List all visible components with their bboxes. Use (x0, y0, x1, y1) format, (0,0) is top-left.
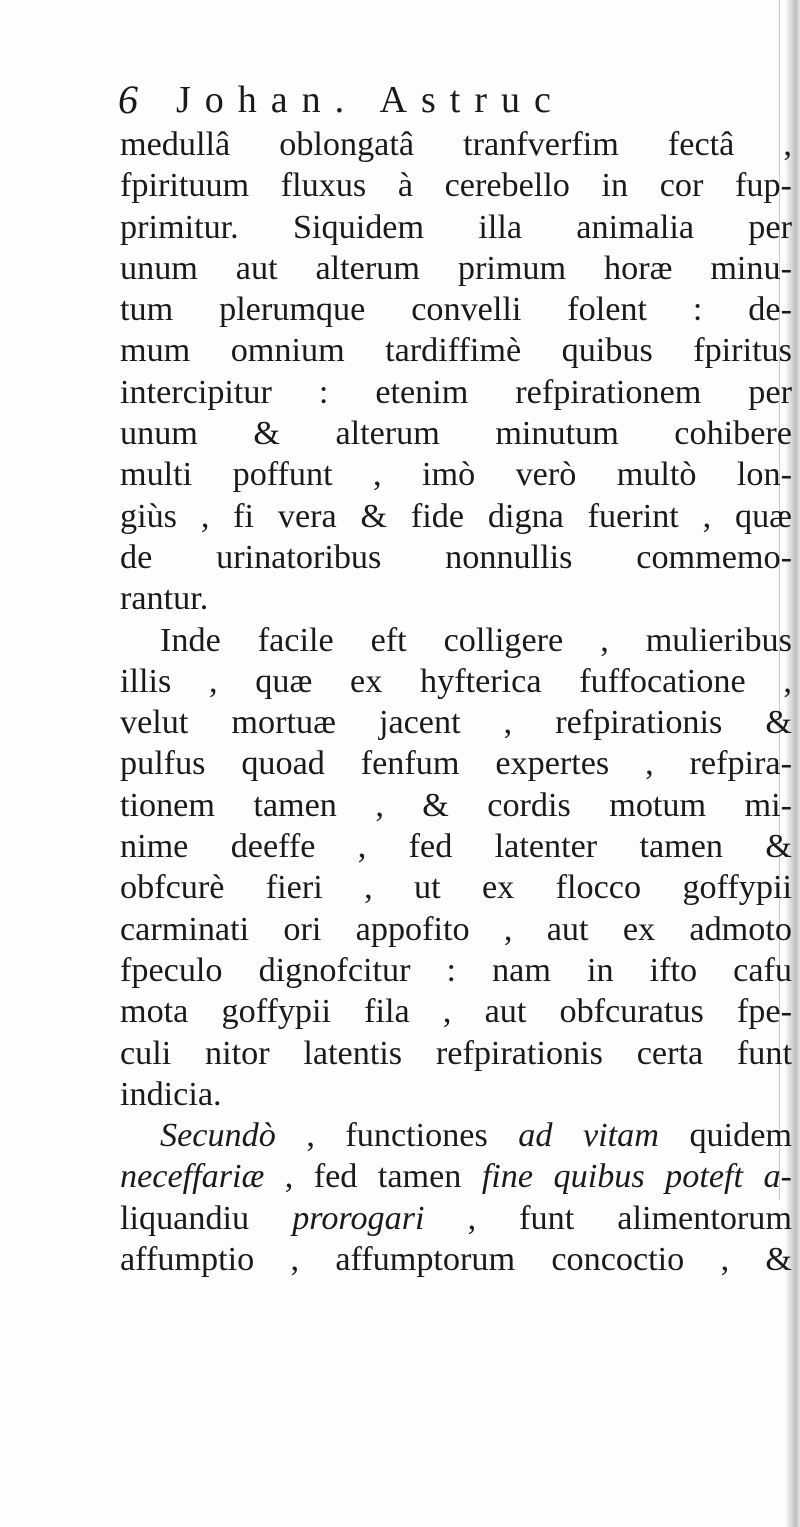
word: appofito (355, 910, 470, 948)
word: fpeculo (120, 951, 223, 989)
word: medullâ (120, 126, 231, 163)
word: tamen (639, 828, 724, 866)
word: nam (492, 951, 551, 989)
word: fuffocatione (579, 662, 746, 700)
text-line (120, 330, 792, 371)
word: nitor (205, 1034, 270, 1072)
text-line (120, 743, 792, 784)
word: per (748, 373, 792, 411)
word: cor (659, 167, 704, 205)
word: admoto (689, 910, 792, 948)
text-line (120, 826, 792, 867)
word: indicia. (120, 1075, 222, 1113)
word: verò (515, 456, 577, 494)
text-line (120, 124, 792, 165)
word: etenim (375, 373, 469, 411)
word: quibus (553, 1158, 645, 1196)
word: quidem (689, 1117, 792, 1155)
word: certa (636, 1034, 704, 1072)
word: primitur. (120, 208, 239, 246)
word: horæ (604, 249, 673, 287)
word: mortuæ (231, 704, 336, 742)
word: , (364, 869, 373, 907)
word: tranfverfim (463, 126, 619, 163)
word: , (290, 1241, 300, 1279)
word: deeffe (230, 828, 316, 866)
page-number: 6 (118, 77, 138, 122)
running-head: Johan. Astruc (176, 79, 565, 121)
word: quæ (734, 497, 792, 535)
word: quoad (241, 745, 325, 783)
text-line (120, 702, 792, 743)
word: jacent (378, 704, 461, 742)
word: & (360, 497, 388, 535)
word: ifto (649, 951, 698, 989)
word: unum (120, 249, 198, 287)
word: ex (350, 662, 383, 700)
word: funt (519, 1199, 575, 1237)
word: concoctio (551, 1241, 685, 1279)
word: tionem (120, 786, 215, 824)
word: nonnullis (445, 538, 573, 576)
word: lon- (736, 456, 792, 494)
text-line (120, 496, 792, 537)
word: , (375, 786, 384, 824)
word: refpirationis (555, 704, 723, 742)
word: mota (120, 993, 189, 1031)
word: minutum (495, 415, 619, 453)
word: affumptio (120, 1241, 255, 1279)
text-line (120, 909, 792, 950)
text-line (120, 289, 792, 330)
word: alimentorum (617, 1199, 792, 1237)
word: in (601, 167, 629, 205)
word: fuerint (587, 497, 679, 535)
text-line (120, 620, 792, 661)
word: fine (481, 1158, 534, 1196)
word: ad (518, 1117, 553, 1155)
word: de (120, 538, 153, 576)
word: fpiritus (693, 332, 792, 370)
word: convelli (411, 291, 522, 329)
word: aut (484, 993, 527, 1031)
word: vitam (582, 1117, 659, 1155)
word: , (442, 993, 452, 1031)
word: & (765, 704, 792, 742)
word: fenfum (360, 745, 460, 783)
text-line (120, 537, 792, 578)
page-header (118, 76, 678, 124)
text-line (120, 578, 792, 619)
text-line (120, 413, 792, 454)
word: & (253, 415, 280, 453)
word: per (748, 208, 792, 246)
word: , (503, 910, 513, 948)
word: obfcuratus (559, 993, 704, 1031)
word: colligere (443, 621, 564, 659)
word: giùs (120, 497, 177, 535)
word: funt (736, 1034, 792, 1072)
word: intercipitur (120, 373, 272, 411)
word: poteft (665, 1158, 743, 1196)
word: fup- (734, 167, 792, 205)
word: à (397, 167, 414, 205)
word: dignofcitur (258, 951, 411, 989)
word: tamen (253, 786, 337, 824)
word: hyfterica (420, 662, 542, 700)
word: & (422, 786, 449, 824)
word: & (765, 828, 792, 866)
word: latentis (303, 1034, 403, 1072)
word: digna (487, 497, 564, 535)
text-line (120, 1198, 792, 1239)
word: prorogari (292, 1199, 425, 1237)
word: aut (546, 910, 589, 948)
text-line (120, 1239, 792, 1280)
word: liquandiu (120, 1199, 250, 1237)
text-line (120, 454, 792, 495)
word: cerebello (444, 167, 570, 205)
word: goffypii (221, 993, 332, 1031)
word: vera (277, 497, 337, 535)
word: mulieribus (645, 621, 792, 659)
word: Secundò (160, 1117, 276, 1155)
text-line (120, 950, 792, 991)
word: oblongatâ (279, 126, 415, 163)
word: Siquidem (293, 208, 425, 246)
word: carminati (120, 910, 250, 948)
word: , (600, 621, 609, 659)
text-line (120, 1033, 792, 1074)
word: facile (257, 621, 334, 659)
word: : (692, 291, 703, 329)
word: culi (120, 1034, 172, 1072)
word: de- (748, 291, 792, 329)
word: goffypii (682, 869, 792, 907)
word: urinatoribus (216, 538, 382, 576)
word: rantur. (120, 580, 209, 618)
word: refpirationis (435, 1034, 603, 1072)
word: motum (609, 786, 707, 824)
word: pulfus (120, 745, 206, 783)
word: ori (283, 910, 322, 948)
word: fila (364, 993, 410, 1031)
word: flocco (555, 869, 642, 907)
word: fed (408, 828, 453, 866)
word: , (720, 1241, 730, 1279)
word: nime (120, 828, 189, 866)
word: , (503, 704, 513, 742)
word: fi (233, 497, 255, 535)
word: functiones (345, 1117, 488, 1155)
word: minu- (710, 249, 792, 287)
word: eft (370, 621, 407, 659)
word: latenter (494, 828, 598, 866)
word: quibus (561, 332, 653, 370)
word: , (467, 1199, 477, 1237)
word: illa (478, 208, 523, 246)
word: omnium (230, 332, 345, 370)
text-line (120, 661, 792, 702)
word: cohibere (674, 415, 792, 453)
word: , (200, 497, 210, 535)
word: ut (414, 869, 441, 907)
word: , (783, 126, 792, 163)
word: fide (410, 497, 465, 535)
word: tardiffimè (385, 332, 522, 370)
word: , (284, 1158, 294, 1196)
word: fluxus (280, 167, 367, 205)
word: folent (567, 291, 647, 329)
word: plerumque (219, 291, 366, 329)
word: mum (120, 332, 191, 370)
word: affumptorum (335, 1241, 516, 1279)
body-text (120, 124, 792, 1280)
word: commemo- (636, 538, 792, 576)
word: mi- (744, 786, 792, 824)
word: fpe- (736, 993, 792, 1031)
word: alterum (335, 415, 440, 453)
word: fpirituum (120, 167, 250, 205)
word: , (645, 745, 654, 783)
word: tamen (377, 1158, 462, 1196)
word: fed (313, 1158, 358, 1196)
word: : (318, 373, 329, 411)
text-line (120, 1156, 792, 1197)
text-line (120, 372, 792, 413)
word: expertes (495, 745, 610, 783)
word: cordis (487, 786, 571, 824)
text-line (120, 991, 792, 1032)
word: fectâ (667, 126, 735, 163)
word: Inde (160, 621, 221, 659)
word: tum (120, 291, 174, 329)
word: in (587, 951, 614, 989)
word: alterum (315, 249, 420, 287)
word: multi (120, 456, 193, 494)
text-line (120, 867, 792, 908)
word: poffunt (232, 456, 333, 494)
word: , (306, 1117, 315, 1155)
word: cafu (733, 951, 792, 989)
word: , (783, 662, 792, 700)
word: , (373, 456, 382, 494)
text-line (120, 785, 792, 826)
word: refpirationem (515, 373, 702, 411)
word: a- (763, 1158, 792, 1196)
text-line (120, 165, 792, 206)
word: obfcurè (120, 869, 225, 907)
word: primum (457, 249, 567, 287)
word: imò (421, 456, 476, 494)
text-line (120, 1074, 792, 1115)
word: , (209, 662, 218, 700)
word: , (357, 828, 367, 866)
text-line (120, 207, 792, 248)
word: fieri (265, 869, 323, 907)
word: illis (120, 662, 172, 700)
word: multò (616, 456, 697, 494)
word: ex (482, 869, 515, 907)
word: ex (622, 910, 656, 948)
word: & (765, 1241, 792, 1279)
word: aut (235, 249, 278, 287)
word: , (702, 497, 712, 535)
word: neceffariæ (120, 1158, 265, 1196)
word: quæ (255, 662, 313, 700)
word: animalia (576, 208, 695, 246)
word: refpira- (689, 745, 792, 783)
text-line (120, 1115, 792, 1156)
word: unum (120, 415, 198, 453)
word: : (446, 951, 457, 989)
text-line (120, 248, 792, 289)
word: velut (120, 704, 189, 742)
